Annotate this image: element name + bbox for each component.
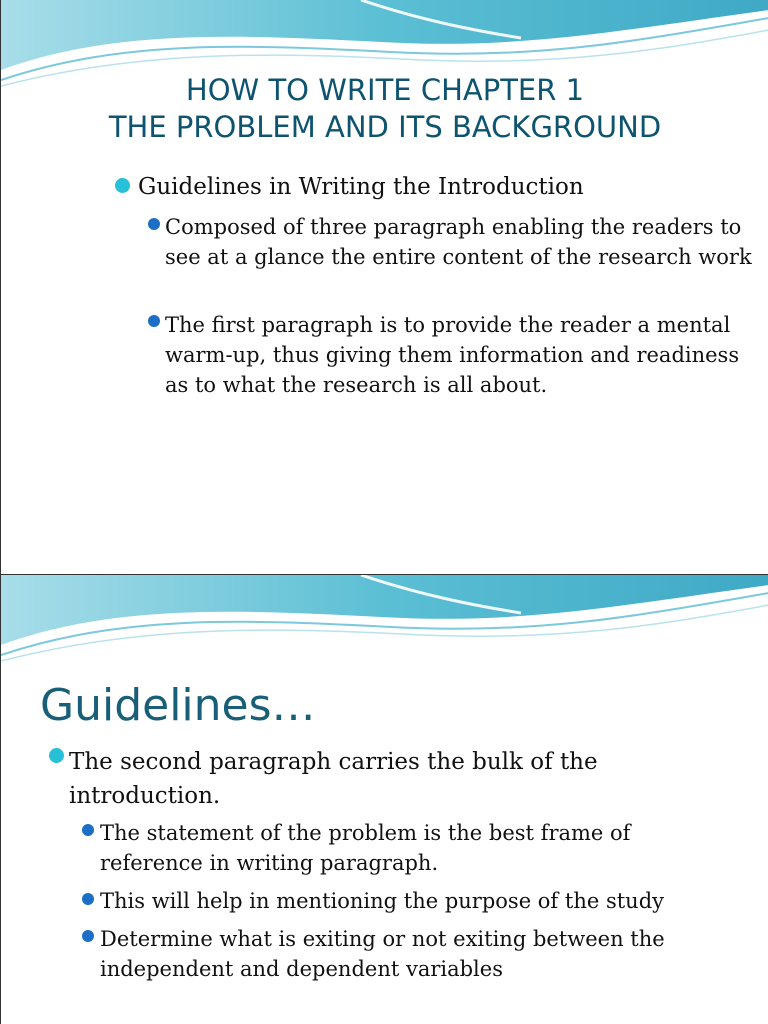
sub-bullet-text: The statement of the problem is the best frame of reference in writing paragraph. bbox=[100, 821, 631, 875]
blue-circle-bullet-icon bbox=[148, 218, 160, 230]
bullet-text: Guidelines in Writing the Introduction bbox=[138, 174, 584, 200]
blue-circle-bullet-icon bbox=[82, 824, 94, 836]
title-line-1: HOW TO WRITE CHAPTER 1 bbox=[185, 73, 585, 107]
sub-bullet-text: Determine what is exiting or not exiting between the independent and dependent variables bbox=[100, 927, 665, 981]
blue-circle-bullet-icon bbox=[148, 315, 160, 327]
sub-bullet-text: Composed of three paragraph enabling the readers to see at a glance the entire content of the research work bbox=[165, 215, 752, 269]
cyan-circle-bullet-icon bbox=[115, 178, 130, 193]
sub-bullet-text: The first paragraph is to provide the reader a mental warm-up, thus giving them information and readiness as to what the research is all about. bbox=[165, 313, 740, 397]
bullet-text: The second paragraph carries the bulk of the introduction. bbox=[69, 749, 598, 809]
wave-banner-icon bbox=[1, 575, 768, 665]
blue-circle-bullet-icon bbox=[82, 930, 94, 942]
sub-bullet-text: This will help in mentioning the purpose of the study bbox=[100, 889, 664, 913]
blue-circle-bullet-icon bbox=[82, 893, 94, 905]
slide-2-title: Guidelines… bbox=[40, 680, 316, 731]
cyan-circle-bullet-icon bbox=[49, 748, 64, 763]
slide-1-title bbox=[1, 72, 768, 146]
title-line-2: THE PROBLEM AND ITS BACKGROUND bbox=[108, 110, 662, 144]
